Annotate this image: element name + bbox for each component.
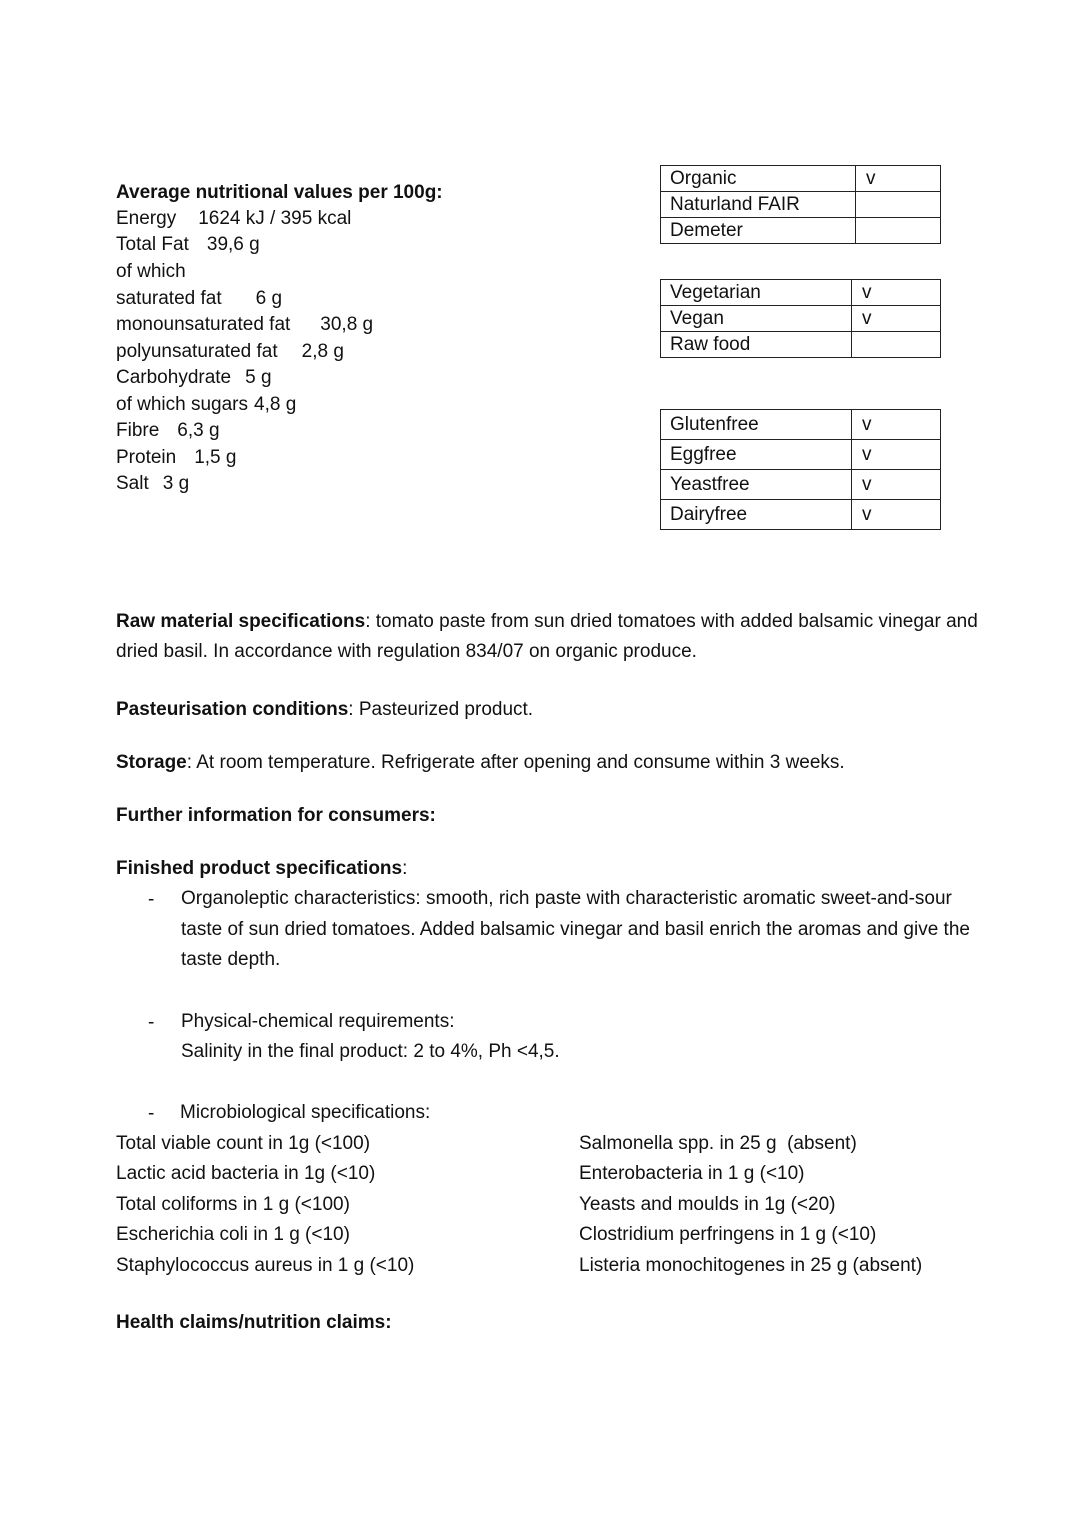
organoleptic-text: Organoleptic characteristics: smooth, rich paste with characteristic aromatic sweet-and-sour taste of sun dried tomatoes. Added balsamic vinegar and basil enrich the aromas and give the taste depth. (181, 888, 970, 970)
micro-left-item: Total viable count in 1g (<100) (116, 1133, 371, 1154)
table-row (661, 166, 941, 192)
micro-right-item: Clostridium perfringens in 1 g (<10) (579, 1224, 877, 1245)
physchem-title: Physical-chemical requirements: (181, 1011, 455, 1032)
diet-label: Vegetarian (661, 280, 852, 306)
allergen-label: Eggfree (661, 440, 852, 470)
allergen-mark: v (852, 410, 941, 440)
list-dash: - (148, 889, 155, 910)
table-row (661, 440, 941, 470)
allergen-mark: v (852, 500, 941, 530)
allergen-table (660, 409, 941, 530)
cert-label: Demeter (661, 218, 856, 244)
cert-label: Organic (661, 166, 856, 192)
nutrition-line-polyunsaturated-fat: polyunsaturated fat 2,8 g (116, 341, 344, 362)
certification-table (660, 165, 941, 244)
storage-paragraph (116, 748, 996, 778)
allergen-label: Glutenfree (661, 410, 852, 440)
health-claims-heading: Health claims/nutrition claims: (116, 1312, 392, 1333)
storage-text: : At room temperature. Refrigerate after opening and consume within 3 weeks. (186, 752, 845, 773)
pasteurisation-label: Pasteurisation conditions (116, 699, 349, 720)
micro-left-item: Escherichia coli in 1 g (<10) (116, 1224, 350, 1245)
table-row (661, 306, 941, 332)
allergen-mark: v (852, 440, 941, 470)
micro-right-item: Yeasts and moulds in 1g (<20) (579, 1194, 836, 1215)
diet-table (660, 279, 941, 358)
table-row (661, 280, 941, 306)
diet-mark (852, 332, 941, 358)
nutrition-line-protein: Protein 1,5 g (116, 447, 237, 468)
table-row (661, 332, 941, 358)
list-dash: - (148, 1012, 155, 1033)
nutrition-heading: Average nutritional values per 100g: (116, 182, 443, 203)
allergen-mark: v (852, 470, 941, 500)
raw-material-text: : tomato paste from sun dried tomatoes with added balsamic vinegar and dried basil. In accordance with regulation 834/07 on organic produce. (116, 611, 978, 662)
nutrition-line-salt: Salt 3 g (116, 473, 190, 494)
pasteurisation-text: : Pasteurized product. (348, 699, 534, 720)
micro-left-item: Staphylococcus aureus in 1 g (<10) (116, 1255, 415, 1276)
nutrition-line-fibre: Fibre 6,3 g (116, 420, 220, 441)
nutrition-line-monounsaturated-fat: monounsaturated fat 30,8 g (116, 314, 374, 335)
micro-title: Microbiological specifications: (180, 1102, 431, 1123)
table-row (661, 218, 941, 244)
diet-mark: v (852, 306, 941, 332)
raw-material-label: Raw material specifications (116, 611, 366, 632)
table-row (661, 192, 941, 218)
nutrition-line-carbohydrate: Carbohydrate 5 g (116, 367, 272, 388)
cert-mark (856, 192, 941, 218)
storage-label: Storage (116, 752, 187, 773)
diet-mark: v (852, 280, 941, 306)
diet-label: Vegan (661, 306, 852, 332)
nutrition-line-saturated-fat: saturated fat 6 g (116, 288, 283, 309)
micro-left-item: Total coliforms in 1 g (<100) (116, 1194, 350, 1215)
cert-mark (856, 218, 941, 244)
nutrition-line-of-which: of which (116, 261, 186, 282)
micro-right-item: Enterobacteria in 1 g (<10) (579, 1163, 805, 1184)
list-dash: - (148, 1103, 155, 1124)
nutrition-line-total-fat: Total Fat 39,6 g (116, 234, 260, 255)
micro-left-item: Lactic acid bacteria in 1g (<10) (116, 1163, 376, 1184)
table-row (661, 470, 941, 500)
table-row (661, 410, 941, 440)
finished-product-heading: Finished product specifications: (116, 858, 408, 879)
cert-label: Naturland FAIR (661, 192, 856, 218)
nutrition-line-energy: Energy 1624 kJ / 395 kcal (116, 208, 352, 229)
diet-label: Raw food (661, 332, 852, 358)
raw-material-paragraph (116, 607, 996, 667)
physchem-text: Salinity in the final product: 2 to 4%, Ph <4,5. (181, 1041, 560, 1062)
micro-right-item: Salmonella spp. in 25 g (absent) (579, 1133, 857, 1154)
cert-mark: v (856, 166, 941, 192)
nutrition-line-sugars: of which sugars 4,8 g (116, 394, 297, 415)
further-info-heading: Further information for consumers: (116, 805, 436, 826)
micro-right-item: Listeria monochitogenes in 25 g (absent) (579, 1255, 923, 1276)
allergen-label: Dairyfree (661, 500, 852, 530)
allergen-label: Yeastfree (661, 470, 852, 500)
table-row (661, 500, 941, 530)
pasteurisation-paragraph (116, 695, 996, 725)
